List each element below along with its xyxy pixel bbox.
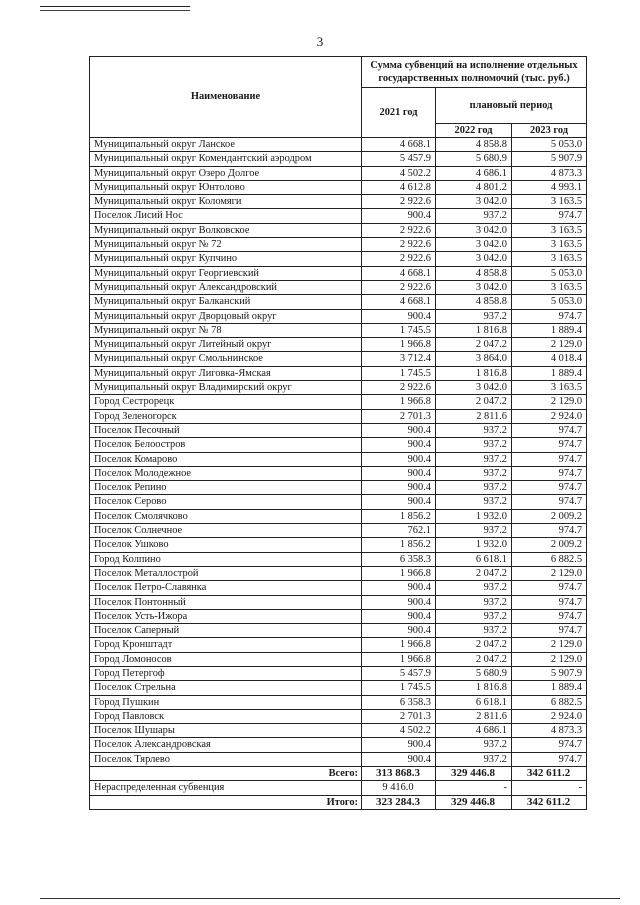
row-name: Поселок Лисий Нос	[90, 209, 362, 223]
row-2021: 6 358.3	[362, 552, 436, 566]
row-2021: 900.4	[362, 481, 436, 495]
row-2021: 1 966.8	[362, 652, 436, 666]
row-2022: 3 042.0	[436, 223, 512, 237]
grand-total-row	[90, 795, 587, 809]
row-2021: 900.4	[362, 438, 436, 452]
total-2023: 342 611.2	[512, 767, 587, 781]
row-2022: 937.2	[436, 466, 512, 480]
row-2022: 1 816.8	[436, 681, 512, 695]
header-year-2022: 2022 год	[436, 123, 512, 137]
row-2022: 937.2	[436, 609, 512, 623]
row-2023: 974.7	[512, 495, 587, 509]
row-2023: 974.7	[512, 423, 587, 437]
row-2021: 2 701.3	[362, 409, 436, 423]
row-2022: 2 047.2	[436, 566, 512, 580]
grand-total-2022: 329 446.8	[436, 795, 512, 809]
row-2021: 900.4	[362, 495, 436, 509]
row-2021: 1 966.8	[362, 566, 436, 580]
row-2022: 937.2	[436, 581, 512, 595]
row-name: Поселок Усть-Ижора	[90, 609, 362, 623]
row-2022: 1 816.8	[436, 323, 512, 337]
row-2022: 2 047.2	[436, 638, 512, 652]
row-2022: 937.2	[436, 309, 512, 323]
top-rule-secondary	[40, 10, 190, 11]
row-2023: 6 882.5	[512, 552, 587, 566]
table-row	[90, 724, 587, 738]
row-2023: 2 129.0	[512, 652, 587, 666]
row-2023: 5 053.0	[512, 295, 587, 309]
header-planning-period: плановый период	[436, 88, 587, 124]
row-2021: 1 856.2	[362, 509, 436, 523]
table-row	[90, 138, 587, 152]
row-2022: 2 047.2	[436, 652, 512, 666]
row-name: Поселок Стрельна	[90, 681, 362, 695]
row-2021: 2 701.3	[362, 709, 436, 723]
table-row	[90, 295, 587, 309]
row-2022: 1 932.0	[436, 509, 512, 523]
header-name: Наименование	[90, 57, 362, 138]
row-2023: 974.7	[512, 595, 587, 609]
row-name: Муниципальный округ Владимирский округ	[90, 381, 362, 395]
table-row	[90, 381, 587, 395]
row-2021: 4 668.1	[362, 138, 436, 152]
row-2022: 3 042.0	[436, 280, 512, 294]
row-name: Поселок Ушково	[90, 538, 362, 552]
row-2023: 2 129.0	[512, 638, 587, 652]
row-2021: 1 745.5	[362, 681, 436, 695]
table-row	[90, 752, 587, 766]
row-2023: 5 053.0	[512, 266, 587, 280]
table-row	[90, 152, 587, 166]
table-row	[90, 509, 587, 523]
table-row	[90, 552, 587, 566]
table-row	[90, 452, 587, 466]
row-2023: 974.7	[512, 481, 587, 495]
row-2022: 1 932.0	[436, 538, 512, 552]
row-2022: 2 811.6	[436, 709, 512, 723]
row-2022: 937.2	[436, 524, 512, 538]
row-2022: 4 686.1	[436, 724, 512, 738]
row-name: Муниципальный округ Ланское	[90, 138, 362, 152]
table-row	[90, 624, 587, 638]
table-row	[90, 352, 587, 366]
row-2021: 1 745.5	[362, 323, 436, 337]
row-2023: 974.7	[512, 752, 587, 766]
row-2023: 4 873.3	[512, 166, 587, 180]
row-2022: 937.2	[436, 438, 512, 452]
row-2023: 1 889.4	[512, 681, 587, 695]
row-name: Поселок Понтонный	[90, 595, 362, 609]
row-2021: 5 457.9	[362, 152, 436, 166]
row-2022: 937.2	[436, 481, 512, 495]
row-name: Муниципальный округ Александровский	[90, 280, 362, 294]
row-2021: 2 922.6	[362, 223, 436, 237]
row-2021: 4 612.8	[362, 180, 436, 194]
row-2021: 900.4	[362, 609, 436, 623]
table-row	[90, 595, 587, 609]
row-2022: 2 047.2	[436, 338, 512, 352]
row-2021: 762.1	[362, 524, 436, 538]
header-sum-title: Сумма субвенций на исполнение отдельных государственных полномочий (тыс. руб.)	[362, 57, 587, 88]
row-2021: 4 668.1	[362, 266, 436, 280]
row-2021: 1 856.2	[362, 538, 436, 552]
table-row	[90, 423, 587, 437]
row-2022: 937.2	[436, 495, 512, 509]
row-2023: 2 129.0	[512, 338, 587, 352]
row-2023: 2 009.2	[512, 538, 587, 552]
row-2022: 937.2	[436, 423, 512, 437]
table-row	[90, 738, 587, 752]
row-name: Муниципальный округ Комендантский аэродром	[90, 152, 362, 166]
row-2022: 937.2	[436, 209, 512, 223]
row-2023: 1 889.4	[512, 366, 587, 380]
grand-total-2021: 323 284.3	[362, 795, 436, 809]
row-2022: 937.2	[436, 595, 512, 609]
table-row	[90, 266, 587, 280]
row-2022: 3 042.0	[436, 195, 512, 209]
row-2021: 900.4	[362, 423, 436, 437]
row-2023: 3 163.5	[512, 280, 587, 294]
row-2021: 900.4	[362, 452, 436, 466]
row-name: Город Пушкин	[90, 695, 362, 709]
row-2022: 3 042.0	[436, 238, 512, 252]
row-2023: 974.7	[512, 738, 587, 752]
row-name: Поселок Тярлево	[90, 752, 362, 766]
row-2021: 900.4	[362, 595, 436, 609]
table-row	[90, 166, 587, 180]
row-2022: 3 042.0	[436, 252, 512, 266]
row-name: Поселок Александровская	[90, 738, 362, 752]
row-2021: 900.4	[362, 209, 436, 223]
row-2021: 900.4	[362, 752, 436, 766]
row-2023: 3 163.5	[512, 238, 587, 252]
table-row	[90, 180, 587, 194]
table-row	[90, 223, 587, 237]
subsidy-table	[89, 56, 587, 810]
table-row	[90, 481, 587, 495]
row-2021: 4 502.2	[362, 724, 436, 738]
row-2021: 5 457.9	[362, 666, 436, 680]
row-2023: 974.7	[512, 438, 587, 452]
row-2022: 5 680.9	[436, 666, 512, 680]
row-name: Поселок Петро-Славянка	[90, 581, 362, 595]
row-name: Муниципальный округ Юнтолово	[90, 180, 362, 194]
row-2023: 4 993.1	[512, 180, 587, 194]
row-2022: 937.2	[436, 752, 512, 766]
page-number: 3	[316, 34, 324, 49]
row-name: Город Сестрорецк	[90, 395, 362, 409]
row-2023: 974.7	[512, 581, 587, 595]
row-2021: 6 358.3	[362, 695, 436, 709]
row-2022: 5 680.9	[436, 152, 512, 166]
row-2023: 5 053.0	[512, 138, 587, 152]
row-name: Поселок Металлострой	[90, 566, 362, 580]
row-2023: 974.7	[512, 609, 587, 623]
unallocated-2022: -	[436, 781, 512, 795]
row-2021: 900.4	[362, 581, 436, 595]
row-2023: 4 018.4	[512, 352, 587, 366]
row-name: Поселок Репино	[90, 481, 362, 495]
header-year-2021: 2021 год	[362, 88, 436, 138]
table-row	[90, 709, 587, 723]
row-2021: 1 745.5	[362, 366, 436, 380]
row-2021: 1 966.8	[362, 395, 436, 409]
row-2022: 937.2	[436, 452, 512, 466]
row-name: Город Зеленогорск	[90, 409, 362, 423]
row-2023: 974.7	[512, 466, 587, 480]
table-row	[90, 309, 587, 323]
row-2022: 6 618.1	[436, 695, 512, 709]
row-2021: 900.4	[362, 309, 436, 323]
table-row	[90, 280, 587, 294]
unallocated-2021: 9 416.0	[362, 781, 436, 795]
row-2023: 974.7	[512, 209, 587, 223]
row-name: Поселок Песочный	[90, 423, 362, 437]
row-name: Город Ломоносов	[90, 652, 362, 666]
row-2023: 974.7	[512, 524, 587, 538]
row-2023: 2 924.0	[512, 409, 587, 423]
row-2021: 3 712.4	[362, 352, 436, 366]
row-name: Муниципальный округ Озеро Долгое	[90, 166, 362, 180]
row-name: Муниципальный округ Коломяги	[90, 195, 362, 209]
row-2021: 4 668.1	[362, 295, 436, 309]
header-year-2023: 2023 год	[512, 123, 587, 137]
row-name: Муниципальный округ Смольнинское	[90, 352, 362, 366]
table-row	[90, 395, 587, 409]
row-2022: 937.2	[436, 738, 512, 752]
row-2023: 974.7	[512, 624, 587, 638]
table-row	[90, 338, 587, 352]
row-2022: 4 858.8	[436, 295, 512, 309]
unallocated-2023: -	[512, 781, 587, 795]
row-2023: 974.7	[512, 309, 587, 323]
table-row	[90, 252, 587, 266]
table-row	[90, 409, 587, 423]
row-name: Муниципальный округ № 78	[90, 323, 362, 337]
row-2023: 5 907.9	[512, 666, 587, 680]
row-2023: 974.7	[512, 452, 587, 466]
unallocated-row	[90, 781, 587, 795]
table-row	[90, 209, 587, 223]
row-2023: 2 924.0	[512, 709, 587, 723]
row-2023: 2 009.2	[512, 509, 587, 523]
row-2022: 3 864.0	[436, 352, 512, 366]
grand-total-2023: 342 611.2	[512, 795, 587, 809]
row-2023: 2 129.0	[512, 566, 587, 580]
row-2022: 4 858.8	[436, 138, 512, 152]
row-name: Муниципальный округ Волковское	[90, 223, 362, 237]
bottom-rule	[40, 898, 620, 899]
row-2022: 2 811.6	[436, 409, 512, 423]
row-2021: 1 966.8	[362, 338, 436, 352]
row-2023: 2 129.0	[512, 395, 587, 409]
total-2021: 313 868.3	[362, 767, 436, 781]
row-name: Муниципальный округ № 72	[90, 238, 362, 252]
row-2022: 937.2	[436, 624, 512, 638]
row-name: Муниципальный округ Купчино	[90, 252, 362, 266]
row-2021: 4 502.2	[362, 166, 436, 180]
row-name: Муниципальный округ Балканский	[90, 295, 362, 309]
row-2021: 2 922.6	[362, 280, 436, 294]
table-body	[90, 138, 587, 767]
row-2023: 3 163.5	[512, 223, 587, 237]
table-row	[90, 495, 587, 509]
table-row	[90, 538, 587, 552]
row-name: Поселок Молодежное	[90, 466, 362, 480]
row-name: Муниципальный округ Георгиевский	[90, 266, 362, 280]
top-rule	[40, 6, 190, 7]
row-name: Поселок Белоостров	[90, 438, 362, 452]
table-row	[90, 524, 587, 538]
row-2021: 900.4	[362, 624, 436, 638]
table-row	[90, 681, 587, 695]
total-2022: 329 446.8	[436, 767, 512, 781]
row-2021: 2 922.6	[362, 238, 436, 252]
table-row	[90, 438, 587, 452]
table-row	[90, 238, 587, 252]
table-row	[90, 466, 587, 480]
row-name: Муниципальный округ Литейный округ	[90, 338, 362, 352]
row-name: Поселок Комарово	[90, 452, 362, 466]
table-row	[90, 695, 587, 709]
row-name: Город Петергоф	[90, 666, 362, 680]
row-name: Поселок Смолячково	[90, 509, 362, 523]
table-row	[90, 666, 587, 680]
total-row	[90, 767, 587, 781]
row-2022: 4 686.1	[436, 166, 512, 180]
row-name: Город Колпино	[90, 552, 362, 566]
row-2021: 900.4	[362, 738, 436, 752]
row-2021: 1 966.8	[362, 638, 436, 652]
table-row	[90, 566, 587, 580]
row-2023: 3 163.5	[512, 381, 587, 395]
table-row	[90, 638, 587, 652]
table-row	[90, 652, 587, 666]
row-2022: 3 042.0	[436, 381, 512, 395]
table-row	[90, 581, 587, 595]
row-name: Поселок Солнечное	[90, 524, 362, 538]
row-name: Муниципальный округ Дворцовый округ	[90, 309, 362, 323]
row-name: Поселок Саперный	[90, 624, 362, 638]
total-label: Всего:	[90, 767, 362, 781]
row-2021: 2 922.6	[362, 381, 436, 395]
row-name: Поселок Шушары	[90, 724, 362, 738]
row-2023: 5 907.9	[512, 152, 587, 166]
row-2021: 2 922.6	[362, 195, 436, 209]
row-2022: 4 858.8	[436, 266, 512, 280]
row-2022: 1 816.8	[436, 366, 512, 380]
row-2022: 6 618.1	[436, 552, 512, 566]
row-2023: 4 873.3	[512, 724, 587, 738]
row-name: Город Павловск	[90, 709, 362, 723]
table-row	[90, 609, 587, 623]
table-row	[90, 323, 587, 337]
grand-total-label: Итого:	[90, 795, 362, 809]
row-name: Муниципальный округ Лиговка-Ямская	[90, 366, 362, 380]
row-2021: 900.4	[362, 466, 436, 480]
row-2023: 1 889.4	[512, 323, 587, 337]
row-2023: 6 882.5	[512, 695, 587, 709]
row-name: Поселок Серово	[90, 495, 362, 509]
row-2023: 3 163.5	[512, 252, 587, 266]
unallocated-name: Нераспределенная субвенция	[90, 781, 362, 795]
row-2022: 4 801.2	[436, 180, 512, 194]
row-name: Город Кронштадт	[90, 638, 362, 652]
row-2023: 3 163.5	[512, 195, 587, 209]
row-2021: 2 922.6	[362, 252, 436, 266]
table-row	[90, 366, 587, 380]
row-2022: 2 047.2	[436, 395, 512, 409]
table-row	[90, 195, 587, 209]
